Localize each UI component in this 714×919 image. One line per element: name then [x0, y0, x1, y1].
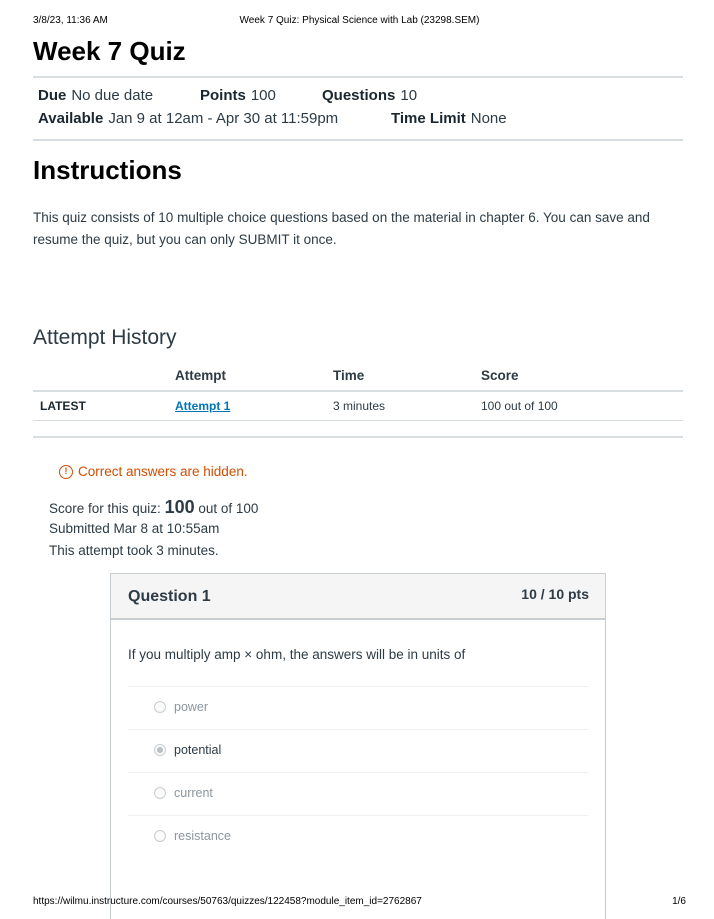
attempt-history-table — [33, 364, 683, 421]
time-limit-value: None — [470, 110, 507, 127]
answer-label: resistance — [174, 829, 231, 843]
quiz-meta-row-2 — [38, 110, 678, 130]
page-title: Week 7 Quiz — [33, 36, 186, 66]
quiz-score-line — [49, 496, 258, 518]
due-value: No due date — [71, 87, 154, 104]
score-prefix: Score for this quiz: — [49, 501, 161, 516]
available-label: Available — [38, 110, 104, 127]
radio-button[interactable] — [154, 830, 166, 842]
answer-option[interactable] — [128, 729, 588, 772]
divider — [33, 436, 683, 438]
attempt-history-heading: Attempt History — [33, 326, 177, 349]
alert-text: Correct answers are hidden. — [78, 464, 248, 479]
instructions-text: This quiz consists of 10 multiple choice questions based on the material in chapter 6. You can save and resume the quiz, but you can only SUBMIT it once. — [33, 210, 650, 247]
points-label: Points — [200, 87, 246, 104]
submitted-line: Submitted Mar 8 at 10:55am — [49, 521, 220, 536]
duration-line: This attempt took 3 minutes. — [49, 543, 219, 558]
time-limit-label: Time Limit — [391, 110, 466, 127]
questions-value: 10 — [400, 87, 418, 104]
due-meta — [38, 87, 153, 104]
attempt-1-link[interactable]: Attempt 1 — [175, 399, 231, 413]
due-label: Due — [38, 87, 67, 104]
question-text: If you multiply amp × ohm, the answers will be in units of — [128, 647, 466, 662]
question-card — [110, 573, 606, 919]
points-value: 100 — [250, 87, 276, 104]
answer-option[interactable] — [128, 815, 588, 858]
questions-label: Questions — [322, 87, 396, 104]
radio-button[interactable] — [154, 787, 166, 799]
answers-hidden-alert — [59, 464, 248, 479]
available-value: Jan 9 at 12am - Apr 30 at 11:59pm — [108, 110, 339, 127]
page-number: 1/6 — [672, 896, 686, 907]
print-footer — [33, 896, 686, 907]
questions-meta — [322, 87, 417, 104]
score-summary — [49, 496, 258, 562]
divider — [33, 76, 683, 78]
exclamation-circle-icon: ! — [59, 465, 73, 479]
print-datetime: 3/8/23, 11:36 AM — [33, 15, 108, 26]
answer-list — [128, 686, 588, 858]
column-header-attempt: Attempt — [175, 368, 226, 383]
question-title: Question 1 — [128, 588, 211, 605]
time-limit-meta — [391, 110, 507, 127]
table-header — [33, 364, 683, 392]
answer-label: potential — [174, 743, 222, 757]
column-header-time: Time — [333, 368, 365, 383]
radio-button-selected[interactable] — [154, 744, 166, 756]
quiz-meta-row-1 — [38, 87, 678, 107]
score-value: 100 — [164, 497, 195, 517]
instructions-heading: Instructions — [33, 155, 182, 185]
question-points: 10 / 10 pts — [521, 586, 589, 602]
print-document-title: Week 7 Quiz: Physical Science with Lab (23298.SEM) — [239, 15, 480, 26]
time-cell: 3 minutes — [333, 399, 386, 413]
question-header — [111, 574, 605, 620]
answer-option[interactable] — [128, 686, 588, 729]
score-suffix: out of 100 — [198, 501, 259, 516]
attempt-cell — [175, 399, 230, 413]
column-header-score: Score — [481, 368, 519, 383]
score-cell: 100 out of 100 — [481, 399, 558, 413]
answer-label: current — [174, 786, 213, 800]
print-url: https://wilmu.instructure.com/courses/50763/quizzes/122458?module_item_id=2762867 — [33, 896, 422, 907]
points-meta — [200, 87, 276, 104]
answer-label: power — [174, 700, 209, 714]
latest-tag: LATEST — [40, 399, 86, 413]
divider — [33, 139, 683, 141]
available-meta — [38, 110, 338, 127]
radio-button[interactable] — [154, 701, 166, 713]
table-row — [33, 392, 683, 421]
answer-option[interactable] — [128, 772, 588, 815]
